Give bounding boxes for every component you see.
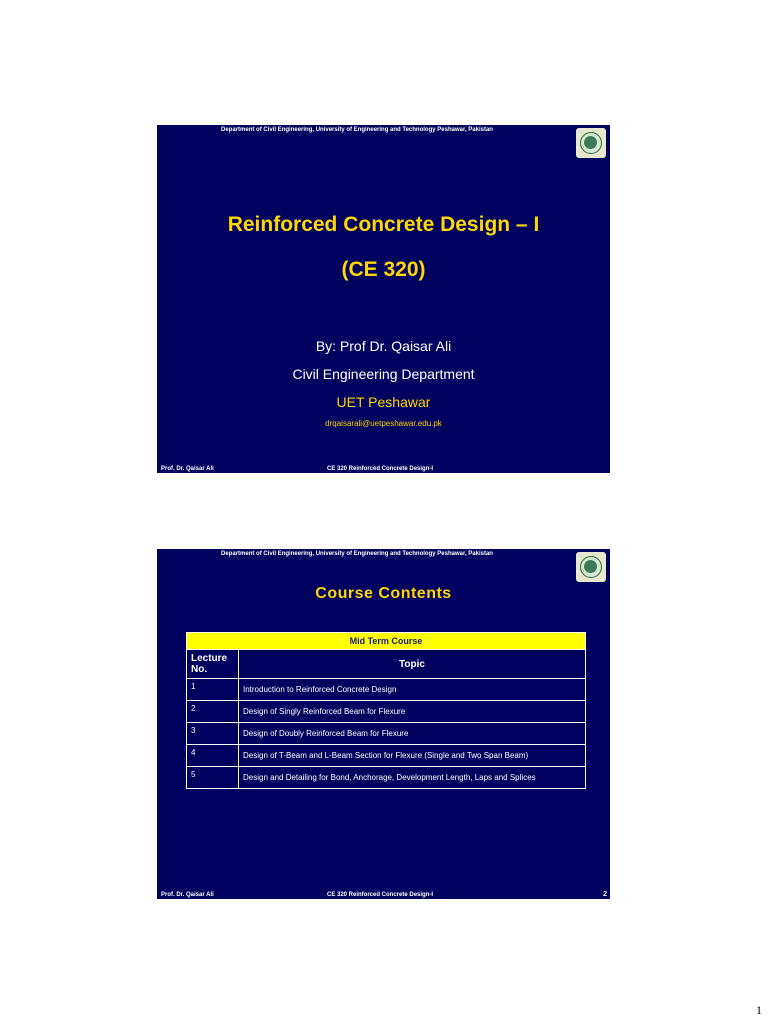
lecture-number: 1 bbox=[187, 679, 239, 701]
lecture-number: 5 bbox=[187, 767, 239, 789]
table-row bbox=[187, 767, 586, 789]
author: By: Prof Dr. Qaisar Ali bbox=[315, 338, 452, 354]
author-email[interactable]: drqaisarali@uetpeshawar.edu.pk bbox=[325, 419, 442, 428]
lecture-number: 2 bbox=[187, 701, 239, 723]
lecture-topic: Design of Singly Reinforced Beam for Flexure bbox=[239, 701, 586, 723]
lecture-topic: Design of T-Beam and L-Beam Section for Flexure (Single and Two Span Beam) bbox=[239, 745, 586, 767]
footer-course: CE 320 Reinforced Concrete Design-I bbox=[327, 466, 434, 472]
lecture-number: 3 bbox=[187, 723, 239, 745]
university-logo-icon bbox=[576, 552, 606, 582]
course-contents-table bbox=[186, 632, 586, 789]
lecture-topic: Design of Doubly Reinforced Beam for Flexure bbox=[239, 723, 586, 745]
column-header-topic: Topic bbox=[239, 650, 586, 679]
slide-2 bbox=[157, 549, 610, 899]
table-banner: Mid Term Course bbox=[187, 633, 586, 650]
table-row bbox=[187, 745, 586, 767]
table-row bbox=[187, 701, 586, 723]
table-row bbox=[187, 723, 586, 745]
footer-course: CE 320 Reinforced Concrete Design-I bbox=[327, 892, 434, 898]
page-number: 1 bbox=[756, 1003, 762, 1017]
department-header: Department of Civil Engineering, University of Engineering and Technology Peshawar, Pakistan bbox=[221, 551, 493, 557]
university-logo-icon bbox=[576, 128, 606, 158]
department-header: Department of Civil Engineering, University of Engineering and Technology Peshawar, Pakistan bbox=[221, 127, 493, 133]
author-department: Civil Engineering Department bbox=[292, 366, 475, 382]
lecture-topic: Design and Detailing for Bond, Anchorage, Development Length, Laps and Splices bbox=[239, 767, 586, 789]
footer-author: Prof. Dr. Qaisar Ali bbox=[161, 892, 214, 898]
table-row bbox=[187, 679, 586, 701]
course-title: Reinforced Concrete Design – I bbox=[227, 213, 540, 236]
slide-number: 2 bbox=[603, 891, 607, 898]
lecture-topic: Introduction to Reinforced Concrete Design bbox=[239, 679, 586, 701]
slide-1 bbox=[157, 125, 610, 473]
lecture-number: 4 bbox=[187, 745, 239, 767]
course-contents-title: Course Contents bbox=[315, 585, 452, 602]
institution: UET Peshawar bbox=[336, 394, 431, 410]
course-code: (CE 320) bbox=[341, 258, 426, 281]
column-header-lecture: Lecture No. bbox=[187, 650, 239, 679]
footer-author: Prof. Dr. Qaisar Ali bbox=[161, 466, 214, 472]
